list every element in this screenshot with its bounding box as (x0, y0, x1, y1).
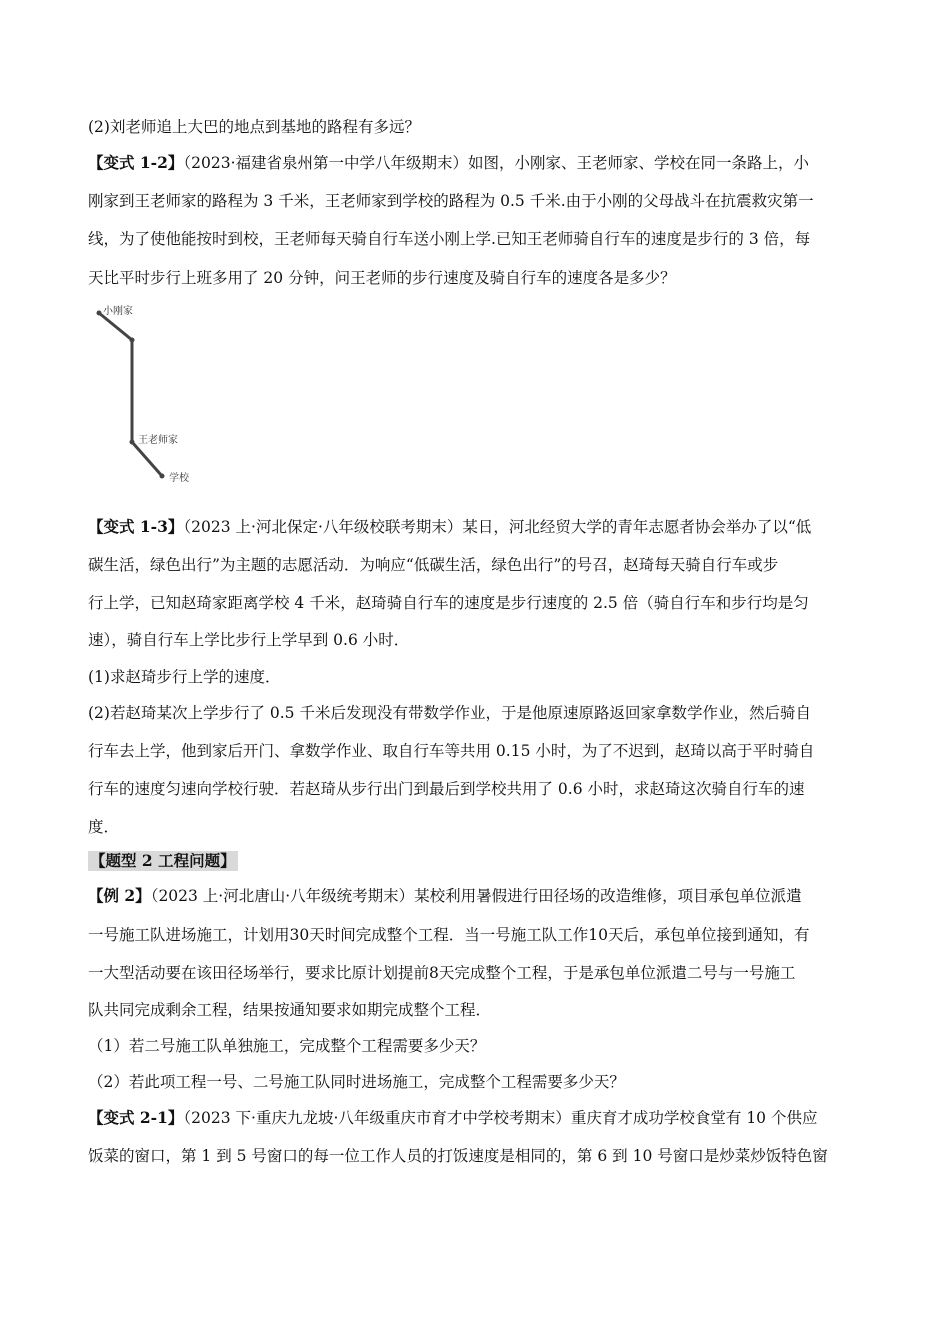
variant-1-3-q2-line-2: 行车去上学，他到家后开门、拿数学作业、取自行车等共用 0.15 小时，为了不迟到，赵琦以高于平时骑自 (88, 742, 815, 760)
section-heading-2-text: 【题型 2 工程问题】 (90, 851, 236, 870)
example-2-q1: （1）若二号施工队单独施工，完成整个工程需要多少天？ (88, 1037, 486, 1055)
example-2-q2: （2）若此项工程一号、二号施工队同时进场施工，完成整个工程需要多少天？ (88, 1073, 625, 1091)
variant-2-1-tag: 【变式 2-1】 (88, 1108, 184, 1127)
example-2-line-3: 一大型活动要在该田径场举行，要求比原计划提前8天完成整个工程，于是承包单位派遣二号与一号施工 (88, 964, 796, 982)
variant-1-2-line-4: 天比平时步行上班多用了 20 分钟，问王老师的步行速度及骑自行车的速度各是多少？ (88, 269, 676, 287)
variant-2-1-text-1: （2023 下·重庆九龙坡·八年级重庆市育才中学校考期末）重庆育才成功学校食堂有 10 个供应 (183, 1109, 818, 1127)
variant-1-2-tag: 【变式 1-2】 (88, 153, 184, 172)
example-2-line-1 (88, 886, 878, 906)
variant-1-3-line-4: 速），骑自行车上学比步行上学早到 0.6 小时． (88, 631, 410, 649)
variant-2-1-line-1 (88, 1108, 878, 1128)
example-2-line-4: 队共同完成剩余工程，结果按通知要求如期完成整个工程． (88, 1001, 492, 1019)
variant-1-3-line-2: 碳生活，绿色出行”为主题的志愿活动．为响应“低碳生活，绿色出行”的号召，赵琦每天骑自行车或步 (88, 556, 779, 574)
label-teacher-home: 王老师家 (138, 435, 178, 446)
example-2-tag: 【例 2】 (88, 886, 151, 905)
variant-1-2-text-1: （2023·福建省泉州第一中学八年级期末）如图，小刚家、王老师家、学校在同一条路上，小 (183, 154, 810, 172)
variant-1-2-line-1 (88, 153, 878, 173)
variant-1-3-line-3: 行上学，已知赵琦家距离学校 4 千米，赵琦骑自行车的速度是步行速度的 2.5 倍（骑自行车和步行均是匀 (88, 594, 809, 612)
variant-1-3-q1: (1)求赵琦步行上学的速度． (88, 668, 281, 686)
variant-1-3-q2-line-4: 度． (88, 818, 120, 836)
section-heading-2 (88, 851, 878, 871)
label-school: 学校 (169, 473, 189, 484)
variant-1-3-text-1: （2023 上·河北保定·八年级校联考期末）某日，河北经贸大学的青年志愿者协会举办了以“低 (183, 518, 812, 536)
teacher-home-point (130, 440, 135, 445)
route-path (99, 313, 162, 476)
variant-2-1-line-2: 饭菜的窗口，第 1 到 5 号窗口的每一位工作人员的打饭速度是相同的，第 6 到 10 号窗口是炒菜炒饭特色窗 (88, 1147, 828, 1165)
example-2-text-1: （2023 上·河北唐山·八年级统考期末）某校利用暑假进行田径场的改造维修，项目承包单位派遣 (150, 887, 802, 905)
variant-1-3-q2-line-1: (2)若赵琦某次上学步行了 0.5 千米后发现没有带数学作业，于是他原速原路返回家拿数学作业，然后骑自 (88, 704, 811, 722)
school-point (160, 474, 165, 479)
home-point (97, 311, 102, 316)
question-part-2: (2)刘老师追上大巴的地点到基地的路程有多远？ (88, 118, 420, 136)
variant-1-2-line-2: 刚家到王老师家的路程为 3 千米，王老师家到学校的路程为 0.5 千米.由于小刚的父母战斗在抗震救灾第一 (88, 192, 814, 210)
variant-1-3-line-1 (88, 517, 878, 537)
variant-1-2-line-3: 线，为了使他能按时到校，王老师每天骑自行车送小刚上学.已知王老师骑自行车的速度是步行的 3 倍，每 (88, 230, 811, 248)
variant-1-3-tag: 【变式 1-3】 (88, 517, 184, 536)
variant-1-3-q2-line-3: 行车的速度匀速向学校行驶．若赵琦从步行出门到最后到学校共用了 0.6 小时，求赵琦这次骑自行车的速 (88, 780, 805, 798)
example-2-line-2: 一号施工队进场施工，计划用30天时间完成整个工程．当一号施工队工作10天后，承包单位接到通知，有 (88, 926, 810, 944)
bend-point (130, 338, 135, 343)
label-home: 小刚家 (103, 306, 133, 317)
route-diagram (90, 300, 220, 490)
